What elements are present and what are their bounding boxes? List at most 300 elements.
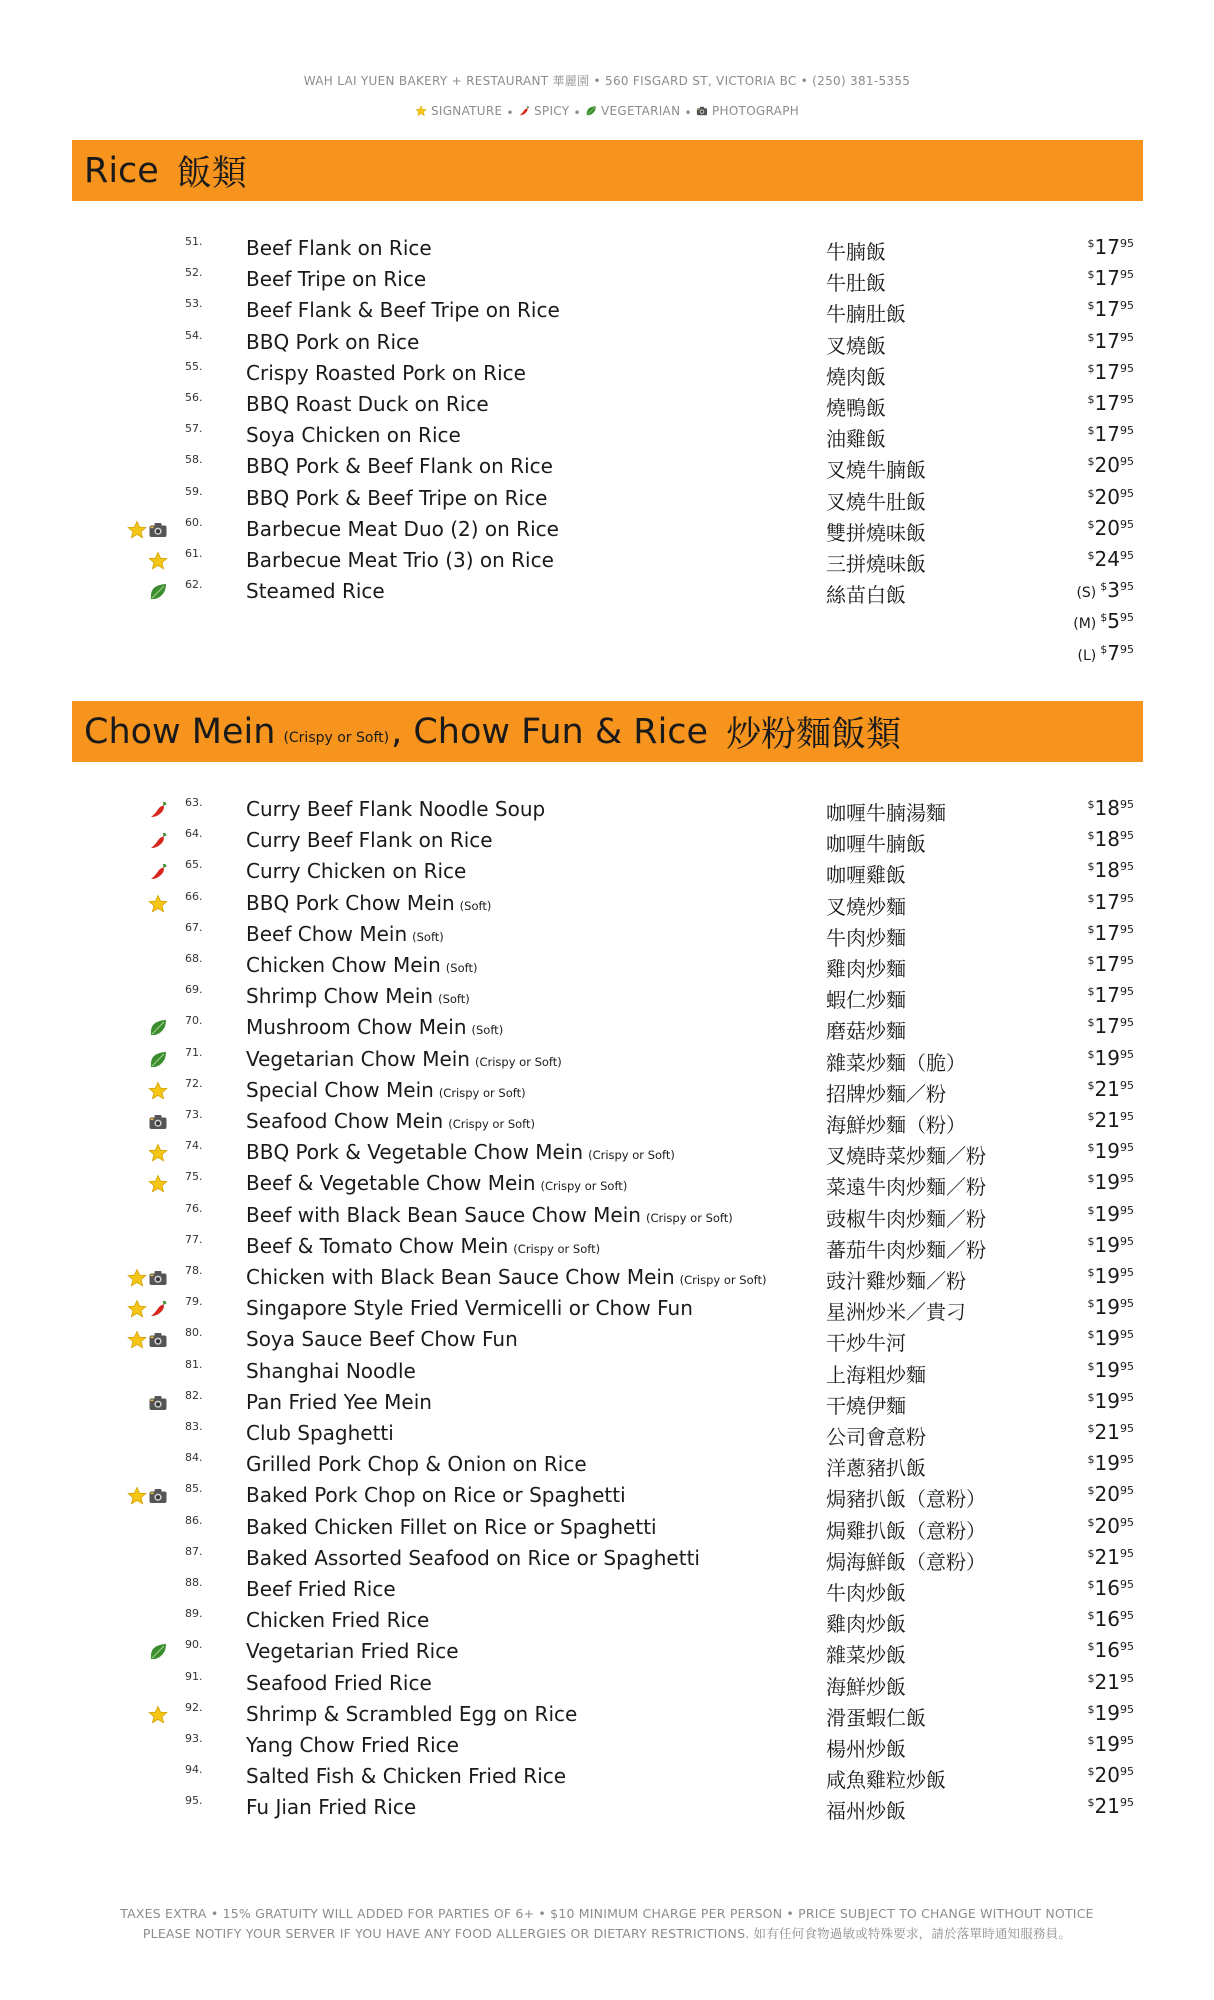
currency-symbol: $ — [1087, 1453, 1095, 1467]
item-name-text: Shrimp & Scrambled Egg on Rice — [246, 1701, 578, 1726]
restaurant-contact: WAH LAI YUEN BAKERY + RESTAURANT 華麗園 • 560 FISGARD ST, VICTORIA BC • (250) 381-5355 — [303, 74, 911, 88]
price-dollars: 20 — [1094, 1763, 1120, 1788]
legend-label: SPICY — [534, 104, 570, 118]
currency-symbol: $ — [1100, 611, 1108, 625]
currency-symbol: $ — [1087, 1640, 1095, 1654]
item-number: 93. — [185, 1732, 203, 1745]
item-icons — [148, 1018, 168, 1038]
price-dollars: 19 — [1094, 1201, 1120, 1226]
price-cents: 95 — [1120, 860, 1134, 874]
currency-symbol: $ — [1087, 1515, 1095, 1529]
price-dollars: 20 — [1094, 515, 1120, 540]
price-dollars: 19 — [1094, 1326, 1120, 1351]
menu-item-price-row — [0, 639, 1214, 670]
item-name — [246, 1140, 675, 1164]
star-icon — [127, 1268, 147, 1288]
price-dollars: 18 — [1094, 827, 1120, 852]
item-name — [246, 1327, 518, 1351]
item-name-text: BBQ Pork & Beef Tripe on Rice — [246, 485, 548, 510]
item-name-chinese: 叉燒時菜炒麵／粉 — [826, 1144, 986, 1169]
star-icon — [127, 520, 147, 540]
legend-photograph — [696, 104, 799, 118]
price-dollars: 17 — [1094, 920, 1120, 945]
price-dollars: 21 — [1094, 1794, 1120, 1819]
currency-symbol: $ — [1087, 1234, 1095, 1248]
item-name-text: Shrimp Chow Mein — [246, 984, 434, 1009]
menu-item — [0, 389, 1214, 420]
item-icons — [148, 1112, 168, 1132]
currency-symbol: $ — [1087, 1110, 1095, 1123]
item-price — [1088, 1264, 1134, 1288]
item-name — [246, 1795, 416, 1819]
menu-item — [0, 327, 1214, 358]
currency-symbol: $ — [1087, 798, 1095, 811]
item-number: 60. — [185, 515, 203, 529]
item-number: 84. — [185, 1451, 203, 1465]
item-icons — [148, 1174, 168, 1194]
item-name-chinese: 焗雞扒飯（意粉） — [826, 1518, 986, 1543]
menu-item — [0, 1480, 1214, 1511]
price-cents: 95 — [1120, 1297, 1134, 1311]
item-name-chinese: 蕃茄牛肉炒麵／粉 — [826, 1237, 986, 1262]
item-number: 57. — [185, 422, 203, 436]
price-cents: 95 — [1120, 299, 1134, 313]
section-title-note: (Crispy or Soft) — [283, 729, 390, 746]
item-icons — [148, 1705, 168, 1725]
item-price — [1088, 1670, 1134, 1694]
icon-legend — [0, 104, 1214, 120]
price-dollars: 17 — [1094, 1014, 1120, 1039]
price-dollars: 18 — [1094, 858, 1120, 883]
item-name — [246, 1015, 503, 1039]
item-name-text: Pan Fried Yee Mein — [246, 1389, 432, 1414]
item-number: 66. — [185, 889, 203, 903]
item-price — [1088, 297, 1134, 321]
price-cents: 95 — [1120, 1796, 1134, 1810]
item-number: 72. — [185, 1076, 203, 1090]
menu-item — [0, 1761, 1214, 1792]
item-note: (Soft) — [438, 992, 470, 1007]
menu-item — [0, 545, 1214, 576]
item-name — [246, 953, 477, 977]
menu-item — [0, 1792, 1214, 1823]
currency-symbol: $ — [1087, 860, 1095, 874]
item-price — [1088, 391, 1134, 415]
menu-item — [0, 1387, 1214, 1418]
item-name-chinese: 咸魚雞粒炒飯 — [826, 1768, 946, 1793]
item-name — [246, 922, 444, 946]
price-cents: 95 — [1120, 486, 1134, 500]
currency-symbol: $ — [1087, 361, 1095, 375]
menu-item — [0, 919, 1214, 950]
legend-separator: • — [680, 106, 696, 120]
chili-icon — [148, 862, 168, 882]
item-name-chinese: 牛肉炒飯 — [826, 1581, 906, 1605]
item-name — [246, 1296, 693, 1320]
item-name-chinese: 豉汁雞炒麵／粉 — [826, 1269, 966, 1293]
price-cents: 95 — [1120, 642, 1134, 656]
price-dollars: 24 — [1094, 547, 1120, 571]
item-name — [246, 859, 466, 883]
item-icons — [148, 862, 168, 882]
item-note: (Crispy or Soft) — [645, 1210, 733, 1225]
chili-icon — [518, 105, 530, 117]
item-name-chinese: 咖喱牛腩湯麵 — [826, 801, 946, 825]
menu-item — [0, 888, 1214, 919]
item-name-text: Vegetarian Fried Rice — [246, 1639, 459, 1664]
camera-icon — [148, 1330, 168, 1350]
item-name-text: Beef Flank on Rice — [246, 236, 432, 260]
price-dollars: 17 — [1094, 359, 1120, 384]
item-name-text: Barbecue Meat Trio (3) on Rice — [246, 548, 554, 572]
item-name-chinese: 磨菇炒麵 — [826, 1019, 906, 1044]
price-dollars: 16 — [1094, 1576, 1120, 1600]
item-price — [1088, 1732, 1134, 1756]
price-size: (M) — [1073, 616, 1097, 633]
item-name-text: Chicken Chow Mein — [246, 953, 441, 977]
item-number: 76. — [185, 1201, 203, 1215]
camera-icon — [148, 520, 168, 540]
item-name-chinese: 咖喱牛腩飯 — [826, 832, 926, 857]
price-cents: 95 — [1120, 1390, 1134, 1404]
currency-symbol: $ — [1087, 1016, 1095, 1030]
menu-item — [0, 1200, 1214, 1231]
leaf-icon — [148, 582, 168, 602]
menu-item — [0, 295, 1214, 326]
item-price — [1088, 1763, 1134, 1787]
item-name-text: Baked Assorted Seafood on Rice or Spaghetti — [246, 1545, 700, 1570]
item-name — [246, 1452, 587, 1476]
price-cents: 95 — [1120, 1578, 1134, 1591]
price-cents: 95 — [1120, 1640, 1134, 1654]
star-icon — [148, 551, 168, 571]
price-dollars: 17 — [1094, 422, 1120, 447]
price-cents: 95 — [1120, 237, 1134, 250]
currency-symbol: $ — [1087, 1297, 1095, 1311]
currency-symbol: $ — [1087, 922, 1095, 936]
currency-symbol: $ — [1087, 1203, 1095, 1217]
legend-label: PHOTOGRAPH — [711, 104, 800, 118]
item-name — [246, 236, 432, 260]
price-dollars: 19 — [1094, 1045, 1120, 1070]
item-name — [246, 797, 545, 821]
price-dollars: 17 — [1094, 297, 1120, 322]
item-name — [246, 298, 560, 322]
price-dollars: 16 — [1094, 1607, 1120, 1632]
price-dollars: 20 — [1094, 1482, 1120, 1507]
price-cents: 95 — [1120, 455, 1134, 469]
item-price — [1088, 1482, 1134, 1506]
item-name-chinese: 雞肉炒飯 — [826, 1612, 906, 1637]
price-cents: 95 — [1120, 549, 1134, 562]
item-name-chinese: 公司會意粉 — [826, 1425, 926, 1449]
item-number: 54. — [185, 328, 203, 342]
item-price — [1088, 329, 1134, 353]
currency-symbol: $ — [1087, 393, 1095, 406]
item-name-text: Grilled Pork Chop & Onion on Rice — [246, 1452, 587, 1477]
price-dollars: 16 — [1094, 1638, 1120, 1663]
star-icon — [415, 105, 427, 117]
price-cents: 95 — [1120, 1172, 1134, 1186]
price-dollars: 18 — [1094, 796, 1120, 820]
item-name-text: Seafood Fried Rice — [246, 1670, 432, 1695]
item-name-text: Yang Chow Fried Rice — [246, 1733, 459, 1757]
item-name-chinese: 牛肚飯 — [826, 271, 886, 296]
item-name-text: Vegetarian Chow Mein — [246, 1046, 470, 1071]
leaf-icon — [148, 1642, 168, 1662]
currency-symbol: $ — [1087, 1578, 1095, 1591]
item-name-chinese: 雙拼燒味飯 — [826, 520, 926, 545]
item-name — [246, 486, 547, 510]
menu-item — [0, 1699, 1214, 1730]
item-note: (Soft) — [459, 898, 492, 913]
item-note: (Soft) — [471, 1023, 504, 1038]
item-name-text: BBQ Roast Duck on Rice — [246, 392, 489, 416]
currency-symbol: $ — [1087, 330, 1095, 344]
menu-item — [0, 950, 1214, 981]
legend-label: VEGETARIAN — [601, 104, 681, 118]
item-name — [246, 1421, 394, 1445]
item-number: 62. — [185, 578, 203, 592]
item-note: (Crispy or Soft) — [438, 1085, 526, 1100]
item-name — [246, 548, 554, 572]
item-number: 92. — [185, 1700, 203, 1714]
item-name — [246, 1608, 429, 1632]
price-cents: 95 — [1120, 1266, 1134, 1279]
item-number: 51. — [185, 235, 203, 248]
price-dollars: 19 — [1094, 1388, 1120, 1413]
price-dollars: 21 — [1094, 1076, 1120, 1101]
item-number: 86. — [185, 1513, 203, 1527]
item-note: (Soft) — [445, 961, 478, 975]
currency-symbol: $ — [1087, 1422, 1095, 1435]
menu-item — [0, 1730, 1214, 1761]
currency-symbol: $ — [1087, 237, 1095, 250]
price-cents: 95 — [1120, 1203, 1134, 1217]
menu-item — [0, 1543, 1214, 1574]
item-price — [1088, 422, 1134, 446]
item-name-text: Curry Beef Flank on Rice — [246, 828, 493, 853]
menu-item — [0, 1636, 1214, 1667]
item-name-text: Crispy Roasted Pork on Rice — [246, 360, 526, 385]
currency-symbol: $ — [1087, 1078, 1095, 1092]
leaf-icon — [148, 1050, 168, 1070]
item-price — [1088, 360, 1134, 384]
item-name-text: Shanghai Noodle — [246, 1358, 416, 1383]
item-price — [1088, 453, 1134, 477]
footer-notice: TAXES EXTRA • 15% GRATUITY WILL ADDED FOR PARTIES OF 6+ • $10 MINIMUM CHARGE PER PERSON • PRICE SUBJECT TO CHANGE WITHOUT NOTICE — [120, 1906, 1094, 1921]
item-price — [1088, 1295, 1134, 1319]
item-name — [246, 1639, 459, 1663]
item-name — [246, 891, 491, 915]
item-name-chinese: 海鮮炒飯 — [826, 1674, 906, 1699]
item-name — [246, 1265, 766, 1289]
item-number: 69. — [185, 983, 203, 997]
item-name-chinese: 干燒伊麵 — [826, 1393, 906, 1418]
currency-symbol: $ — [1100, 580, 1108, 594]
price-cents: 95 — [1120, 611, 1134, 625]
item-name — [246, 392, 489, 416]
camera-icon — [148, 1486, 168, 1506]
item-number: 91. — [185, 1669, 203, 1683]
chili-icon — [148, 800, 168, 820]
item-price — [1088, 827, 1134, 851]
currency-symbol: $ — [1087, 268, 1095, 282]
item-price — [1088, 1389, 1134, 1413]
item-number: 73. — [185, 1108, 203, 1121]
menu-item — [0, 483, 1214, 514]
item-name-text: Curry Beef Flank Noodle Soup — [246, 797, 546, 821]
item-name — [246, 1546, 700, 1570]
price-cents: 95 — [1120, 393, 1134, 406]
price-dollars: 21 — [1094, 1108, 1120, 1132]
item-number: 56. — [185, 391, 203, 404]
item-name-chinese: 叉燒牛腩飯 — [826, 458, 926, 483]
item-number: 89. — [185, 1607, 203, 1621]
currency-symbol: $ — [1087, 1796, 1095, 1810]
item-name — [246, 1764, 566, 1788]
menu-item — [0, 1137, 1214, 1168]
item-icons — [127, 1330, 168, 1350]
menu-item — [0, 514, 1214, 545]
star-icon — [148, 1143, 168, 1163]
item-name-chinese: 燒鴨飯 — [826, 396, 886, 420]
currency-symbol: $ — [1087, 1765, 1095, 1779]
item-number: 78. — [185, 1264, 203, 1277]
legend-spicy — [518, 104, 569, 118]
item-icons — [127, 1486, 168, 1506]
item-name — [246, 1515, 657, 1539]
item-icons — [148, 831, 168, 851]
menu-item-price-row — [0, 607, 1214, 638]
item-name — [246, 1577, 396, 1601]
item-name-text: Salted Fish & Chicken Fried Rice — [246, 1764, 567, 1789]
item-icons — [148, 551, 168, 571]
chili-icon — [148, 1299, 168, 1319]
legend-label: SIGNATURE — [430, 104, 503, 118]
camera-icon — [148, 1268, 168, 1288]
item-number: 64. — [185, 827, 203, 841]
price-dollars: 17 — [1094, 391, 1120, 415]
item-name-text: Beef Chow Mein — [246, 921, 408, 946]
section-title-rest: , Chow Fun & Rice — [391, 711, 709, 752]
item-number: 55. — [185, 359, 203, 373]
item-note: (Crispy or Soft) — [588, 1148, 675, 1163]
menu-item — [0, 1231, 1214, 1262]
price-cents: 95 — [1120, 1016, 1134, 1030]
menu-item — [0, 981, 1214, 1012]
item-number: 70. — [185, 1014, 203, 1028]
price-cents: 95 — [1120, 985, 1134, 999]
item-name-chinese: 叉燒飯 — [826, 333, 886, 358]
item-price — [1073, 609, 1134, 633]
price-cents: 95 — [1120, 1734, 1134, 1747]
price-cents: 95 — [1120, 1484, 1134, 1498]
price-size: (L) — [1077, 647, 1097, 664]
camera-icon — [148, 1393, 168, 1413]
item-price — [1088, 1326, 1134, 1350]
item-number: 85. — [185, 1482, 203, 1496]
item-name-chinese: 牛肉炒麵 — [826, 925, 906, 950]
menu-item — [0, 1605, 1214, 1636]
item-note: (Crispy or Soft) — [679, 1273, 767, 1287]
item-price — [1088, 1202, 1134, 1226]
item-name-text: BBQ Pork & Vegetable Chow Mein — [246, 1140, 584, 1165]
item-number: 65. — [185, 858, 203, 872]
item-number: 52. — [185, 266, 203, 280]
item-name — [246, 267, 426, 291]
legend-vegetarian — [585, 104, 680, 118]
price-size: (S) — [1076, 585, 1097, 602]
item-number: 87. — [185, 1544, 203, 1558]
currency-symbol: $ — [1087, 1328, 1095, 1342]
item-name-chinese: 焗海鮮飯（意粉） — [826, 1549, 986, 1574]
item-name — [246, 1359, 416, 1383]
item-number: 90. — [185, 1638, 203, 1652]
item-number: 88. — [185, 1576, 203, 1589]
menu-item — [0, 1449, 1214, 1480]
price-cents: 95 — [1120, 1453, 1134, 1467]
item-price — [1088, 1233, 1134, 1257]
item-name-text: Baked Pork Chop on Rice or Spaghetti — [246, 1483, 626, 1508]
price-cents: 95 — [1120, 1671, 1134, 1685]
price-dollars: 17 — [1094, 952, 1120, 976]
currency-symbol: $ — [1087, 1702, 1095, 1716]
item-name-text: Soya Sauce Beef Chow Fun — [246, 1327, 518, 1352]
item-name — [246, 1671, 432, 1695]
item-icons — [127, 520, 168, 540]
menu-item — [0, 1668, 1214, 1699]
menu-item — [0, 358, 1214, 389]
price-dollars: 19 — [1094, 1732, 1120, 1756]
currency-symbol: $ — [1087, 1359, 1095, 1373]
currency-symbol: $ — [1087, 1266, 1095, 1279]
currency-symbol: $ — [1087, 1734, 1095, 1747]
item-name — [246, 1047, 562, 1071]
item-price — [1088, 1358, 1134, 1382]
item-number: 63. — [185, 796, 203, 809]
item-name — [246, 1171, 627, 1195]
item-name-chinese: 叉燒牛肚飯 — [826, 489, 926, 514]
currency-symbol: $ — [1087, 1546, 1095, 1560]
item-name-text: Curry Chicken on Rice — [246, 859, 467, 884]
menu-item — [0, 233, 1214, 264]
item-number: 58. — [185, 453, 203, 467]
item-name-chinese: 雜菜炒飯 — [826, 1643, 906, 1668]
footer-allergy-notice: PLEASE NOTIFY YOUR SERVER IF YOU HAVE ANY FOOD ALLERGIES OR DIETARY RESTRICTIONS. 如有任何食物過敏或特殊要求，請於落單時通知服務員。 — [142, 1926, 1072, 1941]
currency-symbol: $ — [1087, 829, 1095, 843]
price-cents: 95 — [1120, 1328, 1134, 1342]
item-icons — [148, 1393, 168, 1413]
legend-separator: • — [502, 106, 518, 120]
item-name — [246, 1702, 577, 1726]
currency-symbol: $ — [1087, 1671, 1095, 1685]
item-price — [1088, 1170, 1134, 1194]
item-price — [1088, 1576, 1134, 1600]
item-name-chinese: 楊州炒飯 — [826, 1737, 906, 1761]
item-name-chinese: 蝦仁炒麵 — [826, 988, 906, 1013]
item-icons — [127, 1299, 168, 1319]
item-price — [1088, 1514, 1134, 1538]
menu-item — [0, 451, 1214, 482]
menu-item — [0, 264, 1214, 295]
price-dollars: 20 — [1094, 1513, 1120, 1538]
menu-item — [0, 1106, 1214, 1137]
price-dollars: 19 — [1094, 1232, 1120, 1257]
price-cents: 95 — [1120, 361, 1134, 375]
item-name-text: BBQ Pork & Beef Flank on Rice — [246, 454, 553, 479]
menu-item — [0, 1293, 1214, 1324]
